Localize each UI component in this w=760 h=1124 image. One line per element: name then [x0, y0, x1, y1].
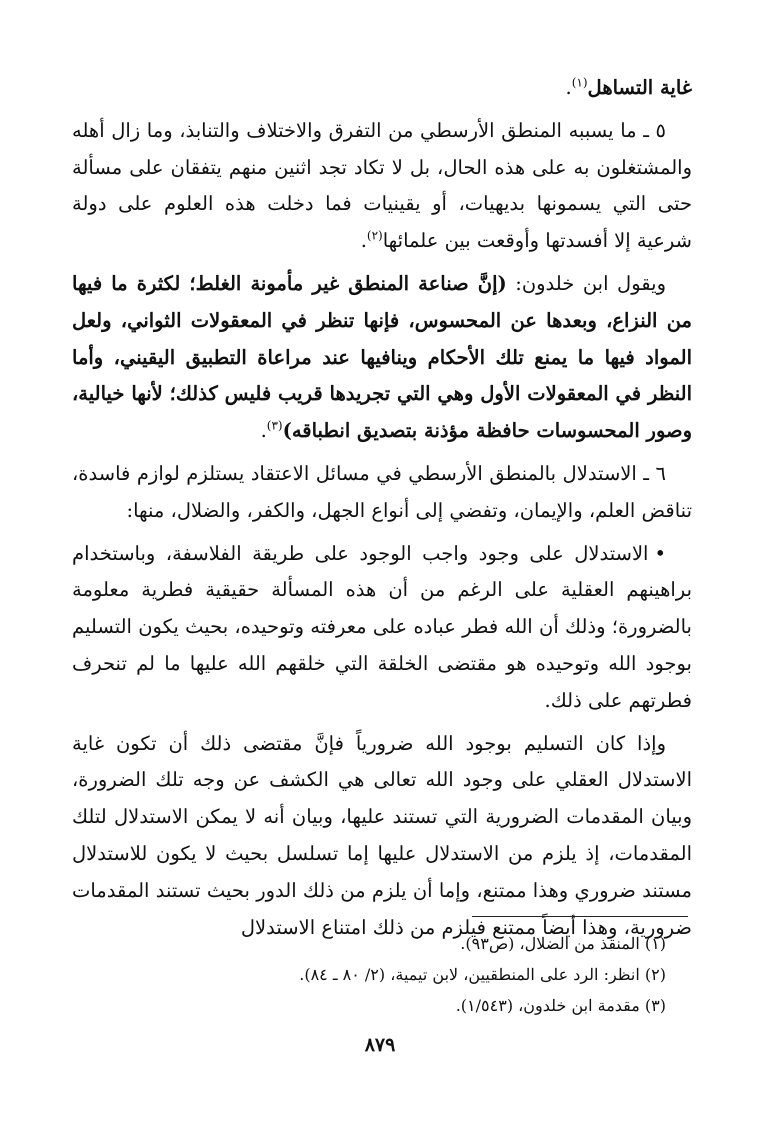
quoted-text: غاية التساهل [587, 76, 692, 99]
text-run: الاستدلال على وجود واجب الوجود على طريقة الفلاسفة، وباستخدام براهينهم العقلية على الرغم من أن هذه المسألة حقيقية فطرية معلومة بالضرورة؛ وذلك أن الله فطر عباده على معرفته وتوحيده، بحيث يكون التسليم بوجود الله وتوحيده هو مقتضى الخلقة التي خلقهم الله عليها ما لم تنحرف فطرتهم على ذلك. [72, 541, 692, 712]
paragraph-opening-line [72, 70, 692, 107]
text-run: . [360, 229, 367, 253]
paragraph-point-6 [72, 456, 692, 530]
footnote-marker: (٣) [266, 418, 283, 433]
bullet-icon: • [654, 541, 666, 565]
footnote-separator [472, 916, 688, 917]
text-run: . [565, 76, 572, 99]
footnote-3: (٣) مقدمة ابن خلدون، (١/٥٤٣). [455, 996, 666, 1015]
footnote-marker: (٢) [366, 228, 383, 243]
footnotes [72, 928, 666, 1021]
footnote-marker: (١) [571, 75, 588, 90]
quoted-text: (إنَّ صناعة المنطق غير مأمونة الغلط؛ لكثرة ما فيها من النزاع، وبعدها عن المحسوس، فإنها تنظر في المعقولات الثواني، ولعل المواد فيها ما يمنع تلك الأحكام وينافيها عند مراعاة التطبيق اليقيني، وأما النظر في المعقولات الأول وهي التي تجريدها قريب فليس كذلك؛ لأنها خيالية، وصور المحسوسات حافظة مؤذنة بتصديق انطباقه) [72, 271, 692, 443]
text-run: ويقول ابن خلدون: [506, 271, 666, 295]
paragraph-bullet-1 [72, 536, 692, 720]
text-run: ٦ ـ الاستدلال بالمنطق الأرسطي في مسائل الاعتقاد يستلزم لوازم فاسدة، تناقض العلم، والإيمان، وتفضي إلى أنواع الجهل، والكفر، والضلال، منها: [72, 461, 692, 522]
text-run: وإذا كان التسليم بوجود الله ضرورياً فإنَّ مقتضى ذلك أن تكون غاية الاستدلال العقلي على وجود الله تعالى هي الكشف عن وجه تلك الضرورة، وبيان المقدمات الضرورية التي تستند عليها، وبيان أنه لا يمكن الاستدلال لتلك المقدمات، إذ يلزم من الاستدلال عليها إما تسلسل بحيث لا يكون للاستدلال مستند ضروري وهذا ممتنع، وإما أن يلزم من ذلك الدور بحيث تستند المقدمات ضرورية، وهذا أيضاً ممتنع فيلزم من ذلك امتناع الاستدلال [72, 731, 692, 939]
paragraph-ibn-khaldun-quote [72, 266, 692, 450]
footnote-2: (٢) انظر: الرد على المنطقيين، لابن تيمية، (٢/ ٨٠ ـ ٨٤). [299, 965, 666, 984]
page-number: ٨٧٩ [364, 1034, 396, 1056]
paragraph-paragraph-necessity [72, 726, 692, 947]
main-text [72, 70, 692, 946]
text-run: . [260, 419, 267, 443]
text-run: ٥ ـ ما يسببه المنطق الأرسطي من التفرق والاختلاف والتنابذ، وما زال أهله والمشتغلون به على هذه الحال، بل لا تكاد تجد اثنين منهم يتفقان على مسألة حتى التي يسمونها بديهيات، أو يقينيات فما دخلت هذه العلوم على دولة شرعية إلا أفسدتها وأوقعت بين علمائها [72, 118, 692, 253]
footnote-1: (١) المنقذ من الضلال، (ص٩٣). [460, 934, 666, 953]
paragraph-point-5 [72, 113, 692, 260]
